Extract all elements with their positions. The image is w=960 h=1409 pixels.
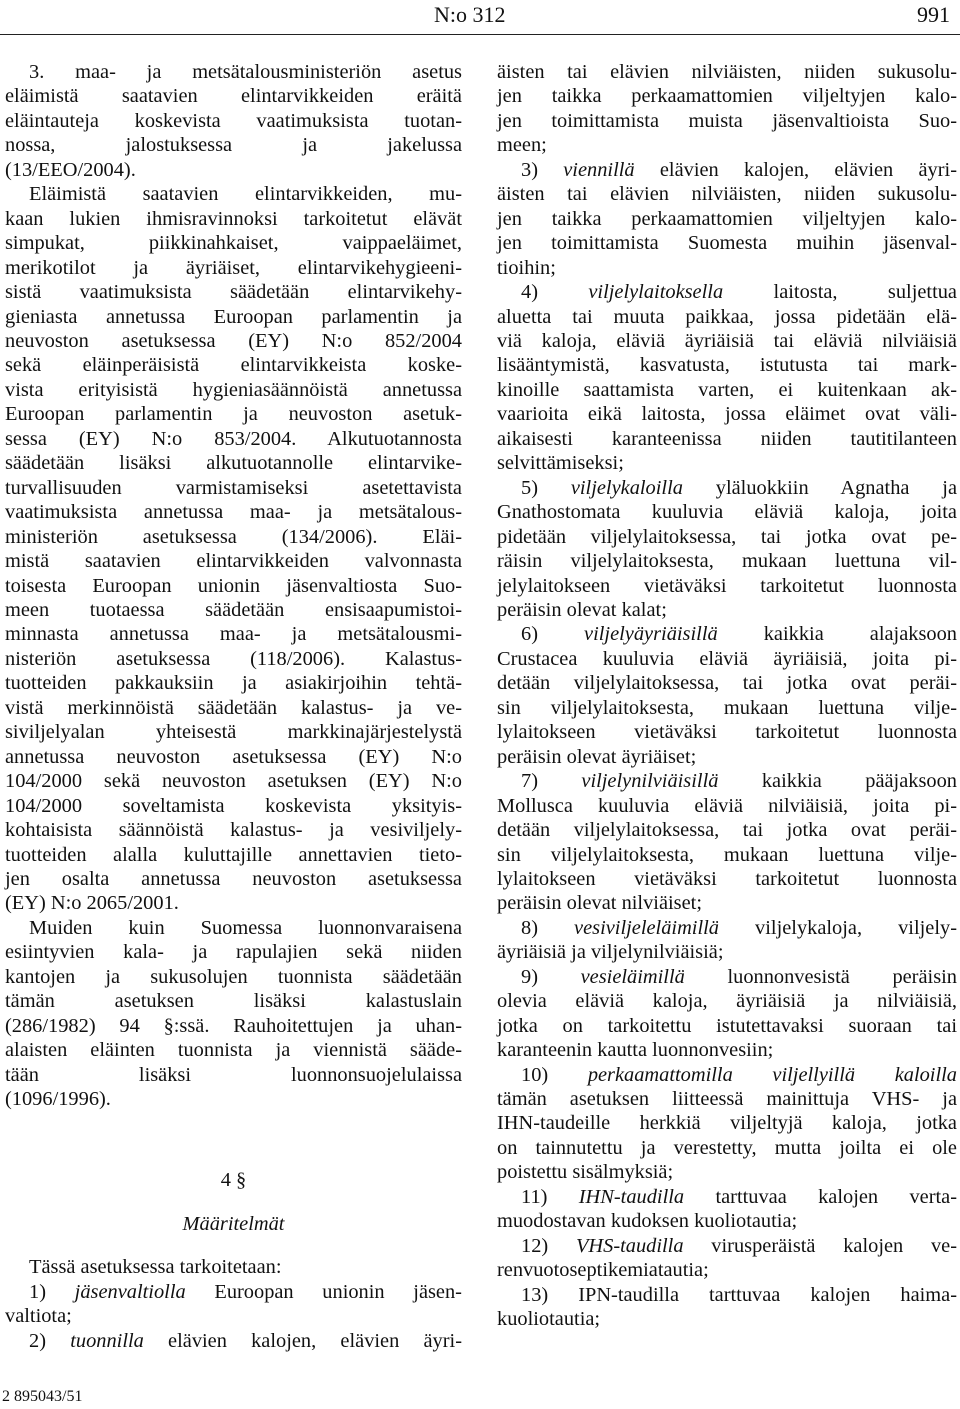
text-line bbox=[497, 720, 957, 744]
definition-number: 13) IPN-taudilla tarttuvaa kalojen haima- bbox=[521, 1283, 957, 1306]
definition-number: 12) bbox=[521, 1234, 576, 1257]
text-line bbox=[497, 84, 957, 108]
text-line bbox=[497, 1307, 957, 1331]
line-text: renvuotoseptikemiatautia; bbox=[497, 1259, 709, 1282]
defined-term: vesiviljeleläimillä bbox=[574, 916, 719, 939]
line-text: poistettu sisälmyksiä; bbox=[497, 1161, 674, 1184]
definition-2-number: 2) bbox=[29, 1329, 46, 1352]
text-line bbox=[497, 256, 957, 280]
line-text: peräisin olevat äyriäiset; bbox=[497, 745, 697, 768]
line-text: jen taikka perkaamattomien viljeltyjen kalo- bbox=[497, 85, 957, 108]
text-line: siviljelyalan yhteisestä markkinajärjestelystä bbox=[5, 721, 462, 744]
text-line bbox=[497, 1136, 957, 1160]
line-text: tarttuvaa kalojen verta- bbox=[684, 1185, 957, 1208]
line-text: selvittämiseksi; bbox=[497, 452, 624, 475]
line-text: laitosta, suljettua bbox=[723, 281, 957, 304]
line-text: jelylaitokseen vietäväksi tarkoitetut luonnosta bbox=[497, 574, 957, 597]
text-line: tään lisäksi luonnonsuojelulaissa bbox=[5, 1063, 462, 1086]
definition-1-continued: valtiota; bbox=[5, 1305, 72, 1328]
definition-2-term: tuonnilla bbox=[70, 1329, 144, 1352]
line-text: aikaisesti karanteenissa niiden tautitilanteen bbox=[497, 427, 957, 450]
line-text: äyriäisiä ja viljelynilviäisiä; bbox=[497, 941, 724, 964]
text-line: eläimistä saatavien elintarvikkeiden eräitä bbox=[5, 85, 462, 108]
text-line: vistä merkinnöistä säädetään kalastus- ja ve- bbox=[5, 696, 462, 719]
text-line: gieniasta annetussa Euroopan parlamentin ja bbox=[5, 305, 462, 328]
defined-term: viennillä bbox=[563, 158, 635, 181]
definition-line bbox=[497, 1063, 957, 1087]
line-text: kaikkia pääjaksoon bbox=[718, 770, 957, 793]
definition-number: 10) bbox=[521, 1063, 588, 1086]
line-text: Mollusca kuuluvia eläviä nilviäisiä, joita pi- bbox=[497, 794, 957, 817]
line-text: tioihin; bbox=[497, 256, 556, 279]
text-line bbox=[497, 1283, 957, 1307]
definition-line bbox=[497, 769, 957, 793]
left-body-text bbox=[5, 60, 462, 1111]
defined-term: perkaamattomilla viljellyillä kaloilla bbox=[587, 1063, 957, 1086]
right-column bbox=[497, 60, 957, 1332]
text-line: (1096/1996). bbox=[5, 1088, 111, 1111]
line-text: jen taikka perkaamattomien viljeltyjen kalo- bbox=[497, 207, 957, 230]
line-text: kuoliotautia; bbox=[497, 1308, 601, 1331]
text-line bbox=[497, 231, 957, 255]
text-line: säädetään lisäksi alkutuotannolle elintarvike- bbox=[5, 452, 462, 475]
line-text: tämän asetuksen liitteessä mainittuja VHS- ja bbox=[497, 1088, 957, 1111]
text-line bbox=[497, 940, 957, 964]
line-text: pidetään viljelylaitoksessa, tai jotka ovat pe- bbox=[497, 525, 957, 548]
text-line: eläintauteja koskevista vaatimuksista tuotan- bbox=[5, 109, 462, 132]
definition-number: 3) bbox=[521, 158, 564, 181]
text-line bbox=[497, 891, 957, 915]
line-text: detään viljelylaitoksessa, tai jotka ovat peräi- bbox=[497, 672, 957, 695]
line-text: Gnathostomata kuuluvia eläviä kaloja, joita bbox=[497, 501, 957, 524]
text-line bbox=[497, 182, 957, 206]
text-line bbox=[497, 427, 957, 451]
definition-line bbox=[497, 280, 957, 304]
definition-line bbox=[497, 158, 957, 182]
text-line bbox=[497, 647, 957, 671]
text-line bbox=[497, 598, 957, 622]
line-text: Crustacea kuuluvia eläviä äyriäisiä, joita pi- bbox=[497, 647, 957, 670]
text-line bbox=[497, 696, 957, 720]
text-line: tuotteiden pakkauksiin ja asiakirjoihin tehtä- bbox=[5, 672, 462, 695]
text-line: Eläimistä saatavien elintarvikkeiden, mu- bbox=[29, 183, 462, 206]
definition-line bbox=[497, 965, 957, 989]
text-line: jen osalta annetussa neuvoston asetuksessa bbox=[5, 867, 462, 890]
line-text: viä kaloja, eläviä äyriäisiä tai eläviä nilviäisiä bbox=[497, 329, 957, 352]
text-line: sessa (EY) N:o 853/2004. Alkutuotannosta bbox=[5, 427, 462, 450]
text-line: Muiden kuin Suomessa luonnonvaraisena bbox=[29, 916, 462, 939]
section-number: 4 § bbox=[220, 1169, 247, 1192]
text-line bbox=[497, 60, 957, 84]
definitions-intro: Tässä asetuksessa tarkoitetaan: bbox=[29, 1256, 282, 1279]
text-line: nisteriön asetuksessa (118/2006). Kalastus- bbox=[5, 647, 462, 670]
line-text: äisten tai elävien nilviäisten, niiden sukusolu- bbox=[497, 61, 957, 83]
line-text: jen toimittamista muista jäsenvaltioista Suo- bbox=[497, 109, 957, 132]
definition-line bbox=[497, 1234, 957, 1258]
page-number: 991 bbox=[917, 2, 950, 27]
text-line bbox=[497, 1087, 957, 1111]
line-text: detään viljelylaitoksessa, tai jotka ovat peräi- bbox=[497, 819, 957, 842]
section-title: Määritelmät bbox=[182, 1212, 285, 1235]
text-line: (EY) N:o 2065/2001. bbox=[5, 892, 179, 915]
line-text: kinoille saattamista varten, ei kuitenkaan ak- bbox=[497, 378, 957, 401]
text-line bbox=[497, 207, 957, 231]
text-line bbox=[497, 305, 957, 329]
defined-term: viljelykaloilla bbox=[570, 476, 683, 499]
text-line bbox=[497, 402, 957, 426]
text-line: tämän asetuksen lisäksi kalastuslain bbox=[5, 990, 462, 1013]
definition-number: 7) bbox=[521, 770, 582, 793]
text-line: turvallisuuden varmistamiseksi asetettavista bbox=[5, 476, 462, 499]
text-line bbox=[497, 843, 957, 867]
text-line: simpukat, piikkinahkaiset, vaippaeläimet, bbox=[5, 232, 462, 255]
text-line bbox=[497, 109, 957, 133]
text-line: merikotilot ja äyriäiset, elintarvikehygieeni- bbox=[5, 256, 462, 279]
text-line: Euroopan parlamentin ja neuvoston asetuk- bbox=[5, 403, 462, 426]
definition-1-number: 1) bbox=[29, 1280, 46, 1303]
text-line: 104/2000 soveltamista koskevista yksityis- bbox=[5, 794, 462, 817]
text-line: mistä saatavien elintarvikkeiden valvonnasta bbox=[5, 550, 462, 573]
definition-number: 6) bbox=[521, 623, 585, 646]
text-line: ministeriön asetuksessa (134/2006). Eläi- bbox=[5, 525, 462, 548]
line-text: peräisin olevat kalat; bbox=[497, 598, 667, 621]
definition-line bbox=[497, 622, 957, 646]
text-line: minnasta annetussa maa- ja metsätalousmi- bbox=[5, 623, 462, 646]
definition-number: 9) bbox=[521, 965, 581, 988]
line-text: yläluokkiin Agnatha ja bbox=[682, 476, 957, 499]
definition-line bbox=[497, 1185, 957, 1209]
text-line: alaisten eläinten tuonnista ja viennistä sääde- bbox=[5, 1039, 462, 1062]
line-text: lylaitokseen vietäväksi tarkoitetut luonnosta bbox=[497, 721, 957, 744]
text-line bbox=[497, 133, 957, 157]
print-code: 2 895043/51 bbox=[2, 1388, 83, 1405]
line-text: olevia eläviä kaloja, äyriäisiä ja nilviäisiä, bbox=[497, 990, 957, 1013]
issue-number: N:o 312 bbox=[434, 2, 506, 27]
text-line: nossa, jalostuksessa ja jakelussa bbox=[5, 134, 462, 157]
line-text: jotka on tarkoitettu istutettavaksi suoraan tai bbox=[497, 1014, 957, 1037]
definition-number: 11) bbox=[521, 1185, 579, 1208]
text-line bbox=[497, 549, 957, 573]
definition-number: 8) bbox=[521, 916, 575, 939]
definition-2-text: elävien kalojen, elävien äyri- bbox=[168, 1329, 462, 1352]
line-text: kaikkia alajaksoon bbox=[717, 623, 957, 646]
line-text: on tainnutettu ja verestetty, mutta joilta ei ole bbox=[497, 1136, 957, 1159]
text-line bbox=[497, 818, 957, 842]
text-line bbox=[497, 1038, 957, 1062]
line-text: sin viljelylaitoksesta, mukaan luettuna vilje- bbox=[497, 843, 957, 866]
text-line bbox=[497, 1014, 957, 1038]
text-line: meen tuotaessa säädetään ensisaapumistoi- bbox=[5, 598, 462, 621]
defined-term: viljelynilviäisillä bbox=[581, 770, 719, 793]
line-text: elävien kalojen, elävien äyri- bbox=[634, 158, 957, 181]
text-line bbox=[497, 329, 957, 353]
text-line: (13/EEO/2004). bbox=[5, 158, 136, 181]
page-header bbox=[0, 2, 960, 32]
text-line bbox=[497, 1160, 957, 1184]
text-line bbox=[497, 1111, 957, 1135]
text-line: sistä vaatimuksista säädetään elintarvikehy- bbox=[5, 281, 462, 304]
text-line: vista erityisistä hygieniasäännöistä annetussa bbox=[5, 378, 462, 401]
text-line bbox=[497, 500, 957, 524]
definition-number: 4) bbox=[521, 281, 589, 304]
defined-term: viljelylaitoksella bbox=[588, 281, 724, 304]
text-line bbox=[497, 451, 957, 475]
line-text: lylaitokseen vietäväksi tarkoitetut luonnosta bbox=[497, 867, 957, 890]
definition-number: 5) bbox=[521, 476, 571, 499]
text-line: neuvoston asetuksessa (EY) N:o 852/2004 bbox=[5, 329, 462, 352]
text-line bbox=[497, 867, 957, 891]
text-line bbox=[497, 353, 957, 377]
text-line bbox=[497, 1209, 957, 1233]
text-line: 3. maa- ja metsätalousministeriön asetus bbox=[29, 61, 462, 83]
text-line: tuotteiden alalla kuluttajille annettavien tieto- bbox=[5, 843, 462, 866]
line-text: aluetta tai muuta paikkaa, jossa pidetään elä- bbox=[497, 305, 957, 328]
text-line bbox=[497, 1258, 957, 1282]
definition-1-text: Euroopan unionin jäsen- bbox=[214, 1280, 462, 1303]
text-line: annetussa neuvoston asetuksessa (EY) N:o bbox=[5, 745, 462, 768]
line-text: lisääntymistä, kasvatusta, istutusta tai mark- bbox=[497, 354, 957, 377]
text-line bbox=[497, 794, 957, 818]
text-line bbox=[497, 671, 957, 695]
text-line: toisesta Euroopan unionin jäsenvaltiosta Suo- bbox=[5, 574, 462, 597]
defined-term: vesieläimillä bbox=[580, 965, 685, 988]
line-text: meen; bbox=[497, 134, 547, 157]
header-rule bbox=[0, 34, 960, 35]
text-line: sekä eläinperäisistä elintarvikkeista koske- bbox=[5, 354, 462, 377]
line-text: äisten tai elävien nilviäisten, niiden sukusolu- bbox=[497, 183, 957, 206]
text-line bbox=[497, 745, 957, 769]
text-line bbox=[497, 378, 957, 402]
text-line bbox=[497, 525, 957, 549]
definition-2 bbox=[5, 1329, 462, 1353]
line-text: räisin viljelylaitoksesta, mukaan luettuna vil- bbox=[497, 550, 957, 573]
line-text: luonnonvesistä peräisin bbox=[684, 965, 957, 988]
line-text: IHN-taudeille herkkiä viljeltyjä kaloja, jotka bbox=[497, 1112, 957, 1135]
text-line bbox=[497, 574, 957, 598]
text-line: (286/1982) 94 §:ssä. Rauhoitettujen ja uhan- bbox=[5, 1014, 462, 1037]
line-text: muodostavan kudoksen kuoliotautia; bbox=[497, 1210, 798, 1233]
definition-1-term: jäsenvaltiolla bbox=[74, 1280, 186, 1303]
left-column bbox=[5, 60, 462, 1353]
text-line: kohtaisista säännöistä kalastus- ja vesiviljely- bbox=[5, 819, 462, 842]
defined-term: viljelyäyriäisillä bbox=[584, 623, 718, 646]
line-text: karanteenin kautta luonnonvesiin; bbox=[497, 1039, 774, 1062]
line-text: virusperäistä kalojen ve- bbox=[683, 1234, 958, 1257]
text-line: kantojen ja sukusolujen tuonnista säädetään bbox=[5, 965, 462, 988]
defined-term: VHS-taudilla bbox=[575, 1234, 684, 1257]
defined-term: IHN-taudilla bbox=[578, 1185, 685, 1208]
line-text: vaarioita eikä laitosta, jossa eläimet ovat väli- bbox=[497, 403, 957, 426]
definition-line bbox=[497, 476, 957, 500]
text-line: kaan lukien ihmisravinnoksi tarkoitetut elävät bbox=[5, 207, 462, 230]
text-line: 104/2000 sekä neuvoston asetuksen (EY) N:o bbox=[5, 770, 462, 793]
text-line: vaatimuksista annetussa maa- ja metsätalous- bbox=[5, 501, 462, 524]
line-text: viljelykaloja, viljely- bbox=[719, 916, 957, 939]
definition-1 bbox=[5, 1280, 462, 1304]
definition-line bbox=[497, 916, 957, 940]
line-text: peräisin olevat nilviäiset; bbox=[497, 892, 702, 915]
text-line: esiintyvien kala- ja rapulajien sekä niiden bbox=[5, 941, 462, 964]
line-text: jen toimittamista Suomesta muihin jäsenval- bbox=[497, 232, 957, 255]
text-line bbox=[497, 989, 957, 1013]
line-text: sin viljelylaitoksesta, mukaan luettuna vilje- bbox=[497, 696, 957, 719]
